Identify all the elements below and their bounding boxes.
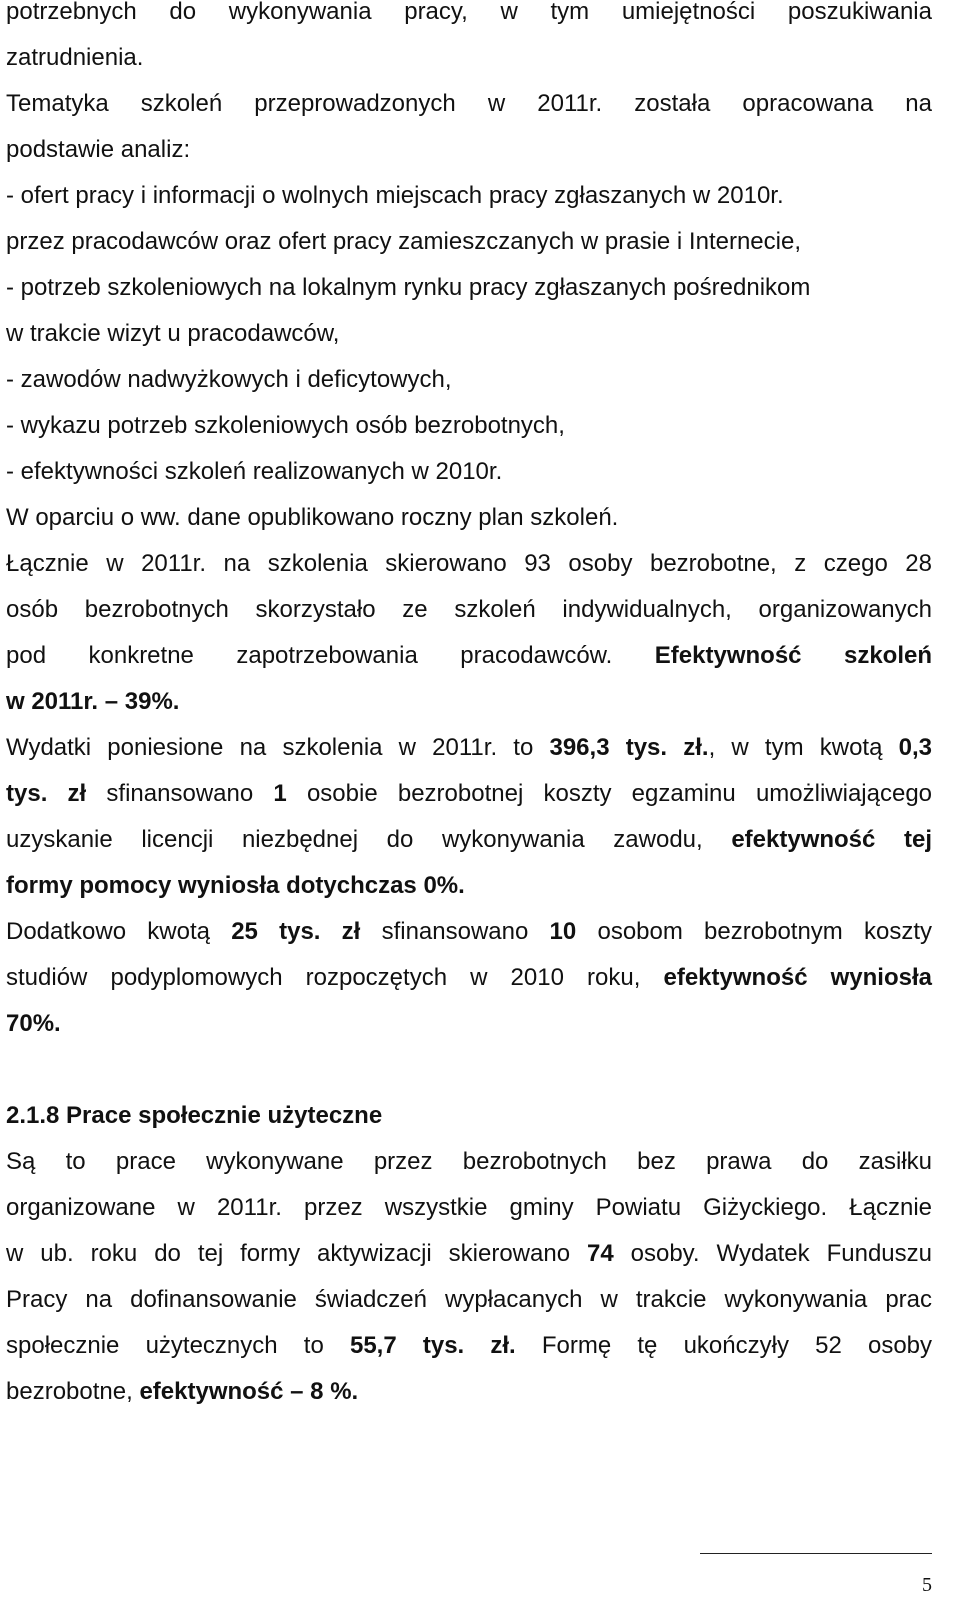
text-run: pod konkretne zapotrzebowania pracodawców. — [6, 642, 613, 669]
text-line: zatrudnienia. — [6, 44, 144, 71]
text-run-bold: 74 — [587, 1240, 614, 1267]
text-run: Dodatkowo kwotą — [6, 918, 210, 945]
text-run-bold: 1 — [273, 780, 287, 807]
text-run: społecznie użytecznych to — [6, 1332, 324, 1359]
text-line: W oparciu o ww. dane opublikowano roczny plan szkoleń. — [6, 504, 619, 531]
text-run: , w tym kwotą — [708, 734, 883, 761]
text-line — [6, 644, 932, 690]
paragraph-spacer — [6, 1058, 932, 1104]
text-run-bold: 55,7 tys. zł. — [349, 1332, 516, 1359]
text-line: w 2011r. – 39%. — [6, 688, 180, 715]
text-line — [6, 1380, 932, 1426]
text-run: osoby. Wydatek Funduszu — [630, 1240, 932, 1267]
text-run-bold: 0,3 — [898, 734, 932, 761]
text-line — [6, 1334, 932, 1380]
text-line: - potrzeb szkoleniowych na lokalnym rynku pracy zgłaszanych pośrednikom — [6, 274, 811, 301]
text-run: Formę tę ukończyły 52 osoby — [541, 1332, 933, 1359]
text-run: bezrobotne, — [6, 1378, 133, 1405]
text-line: Są to prace wykonywane przez bezrobotnych bez prawa do zasiłku — [6, 1148, 932, 1175]
text-run: Wydatki poniesione na szkolenia w 2011r. to — [6, 734, 534, 761]
text-line: osób bezrobotnych skorzystało ze szkoleń indywidualnych, organizowanych — [6, 596, 932, 623]
text-run-bold: 10 — [549, 918, 577, 945]
text-line — [6, 920, 932, 966]
text-run: studiów podyplomowych rozpoczętych w 2010 roku, — [6, 964, 641, 991]
text-line: formy pomocy wyniosła dotychczas 0%. — [6, 872, 465, 899]
text-run: sfinansowano — [106, 780, 254, 807]
text-line: Pracy na dofinansowanie świadczeń wypłacanych w trakcie wykonywania prac — [6, 1286, 932, 1313]
text-run-bold: tys. zł — [6, 780, 87, 807]
text-run-bold: Efektywność szkoleń — [654, 642, 932, 669]
text-line — [6, 736, 932, 782]
text-run: sfinansowano — [381, 918, 529, 945]
text-run-bold: 25 tys. zł — [231, 918, 361, 945]
text-run: w ub. roku do tej formy aktywizacji skierowano — [6, 1240, 571, 1267]
text-line — [6, 1242, 932, 1288]
text-line — [6, 782, 932, 828]
text-line: organizowane w 2011r. przez wszystkie gminy Powiatu Giżyckiego. Łącznie — [6, 1194, 932, 1221]
text-run-bold: efektywność tej — [731, 826, 932, 853]
text-run-bold: efektywność wyniosła — [663, 964, 932, 991]
document-page — [6, 0, 932, 1426]
text-line — [6, 828, 932, 874]
text-line: podstawie analiz: — [6, 136, 191, 163]
text-run: osobie bezrobotnej koszty egzaminu umożliwiającego — [306, 780, 933, 807]
text-line — [6, 966, 932, 1012]
text-run: osobom bezrobotnym koszty — [597, 918, 933, 945]
footer-rule — [700, 1553, 932, 1554]
text-line: - ofert pracy i informacji o wolnych miejscach pracy zgłaszanych w 2010r. — [6, 182, 784, 209]
text-line: przez pracodawców oraz ofert pracy zamieszczanych w prasie i Internecie, — [6, 228, 801, 255]
page-number: 5 — [922, 1574, 932, 1596]
text-run-bold: efektywność – 8 %. — [139, 1378, 359, 1405]
text-line: Tematyka szkoleń przeprowadzonych w 2011r. została opracowana na — [6, 90, 932, 117]
section-heading: 2.1.8 Prace społecznie użyteczne — [6, 1102, 383, 1129]
text-line: - efektywności szkoleń realizowanych w 2010r. — [6, 458, 503, 485]
text-line: potrzebnych do wykonywania pracy, w tym umiejętności poszukiwania — [6, 0, 932, 25]
text-line: - wykazu potrzeb szkoleniowych osób bezrobotnych, — [6, 412, 565, 439]
text-line: Łącznie w 2011r. na szkolenia skierowano 93 osoby bezrobotne, z czego 28 — [6, 550, 932, 577]
text-line: - zawodów nadwyżkowych i deficytowych, — [6, 366, 452, 393]
text-run: uzyskanie licencji niezbędnej do wykonywania zawodu, — [6, 826, 703, 853]
text-line: 70%. — [6, 1010, 61, 1037]
text-line: w trakcie wizyt u pracodawców, — [6, 320, 340, 347]
text-run-bold: 396,3 tys. zł. — [549, 734, 709, 761]
